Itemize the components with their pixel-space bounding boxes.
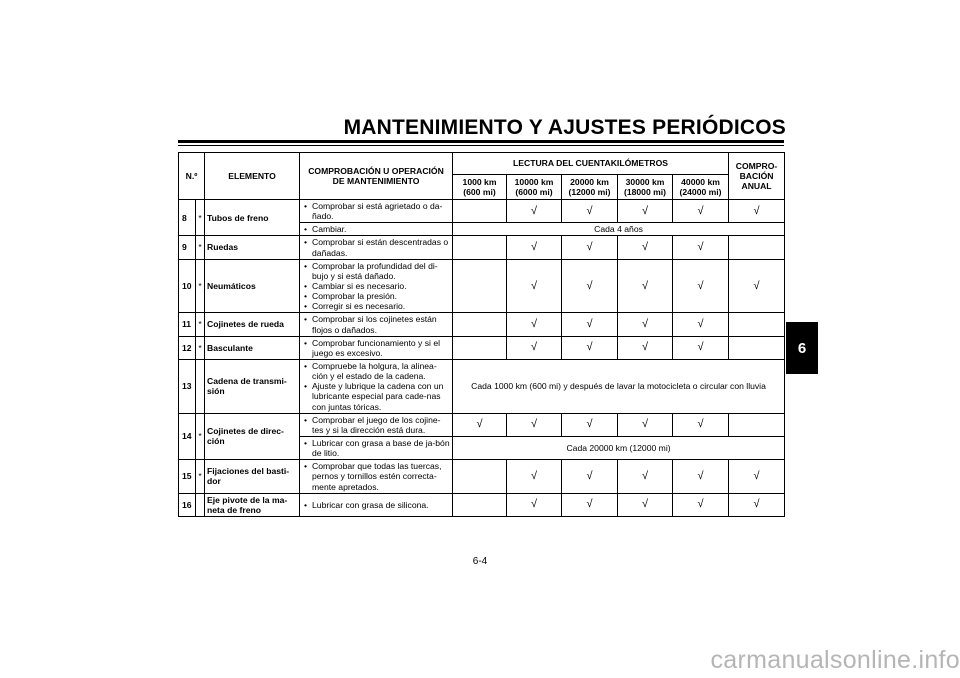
page-number: 6-4 [472, 556, 488, 567]
check-cell: √ [562, 493, 618, 516]
footer-watermark: carmanualsonline.info [710, 646, 960, 674]
check-cell: √ [453, 413, 507, 436]
check-cell: √ [618, 460, 673, 493]
row-asterisk: * [196, 413, 205, 460]
header-element: ELEMENTO [205, 153, 300, 200]
check-cell: √ [673, 493, 729, 516]
header-km-40000: 40000 km (24000 mi) [673, 175, 729, 200]
operation-line: • Comprobar si está agrietado o da-ñado. [304, 201, 450, 221]
check-cell: √ [562, 313, 618, 336]
check-cell [729, 313, 785, 336]
check-cell: √ [562, 413, 618, 436]
interval-span-text: Cada 1000 km (600 mi) y después de lavar la motocicleta o circular con lluvia [453, 359, 785, 413]
row-element: Fijaciones del basti-dor [205, 460, 300, 493]
header-km-20000: 20000 km (12000 mi) [562, 175, 618, 200]
header-km-1000: 1000 km (600 mi) [453, 175, 507, 200]
row-operation [300, 493, 453, 516]
row-operation [300, 200, 453, 223]
row-operation [300, 359, 453, 413]
check-cell: √ [618, 313, 673, 336]
check-cell: √ [618, 259, 673, 313]
check-cell: √ [729, 493, 785, 516]
row-operation [300, 460, 453, 493]
row-asterisk: * [196, 336, 205, 359]
check-cell [453, 259, 507, 313]
row-number: 13 [179, 359, 196, 413]
title-rule-thick [178, 140, 784, 143]
check-cell: √ [562, 236, 618, 259]
row-element: Cojinetes de direc-ción [205, 413, 300, 460]
check-cell: √ [673, 413, 729, 436]
row-number: 9 [179, 236, 196, 259]
operation-line: • Ajuste y lubrique la cadena con un lubricante especial para cade-nas con juntas tóricas. [304, 381, 450, 411]
row-element: Cojinetes de rueda [205, 313, 300, 336]
table-row [179, 259, 785, 313]
row-element: Eje pivote de la ma-neta de freno [205, 493, 300, 516]
check-cell: √ [673, 259, 729, 313]
row-element: Neumáticos [205, 259, 300, 313]
row-number: 16 [179, 493, 196, 516]
header-km-30000: 30000 km (18000 mi) [618, 175, 673, 200]
check-cell [453, 313, 507, 336]
operation-line: • Cambiar. [304, 224, 450, 234]
operation-line: • Corregir si es necesario. [304, 301, 450, 311]
check-cell: √ [673, 200, 729, 223]
row-number: 11 [179, 313, 196, 336]
interval-span-text: Cada 20000 km (12000 mi) [453, 436, 785, 459]
table-row [179, 336, 785, 359]
row-asterisk [196, 493, 205, 516]
row-operation [300, 336, 453, 359]
row-element: Basculante [205, 336, 300, 359]
operation-line: • Comprobar la presión. [304, 291, 450, 301]
check-cell: √ [562, 336, 618, 359]
check-cell: √ [507, 200, 562, 223]
check-cell [729, 336, 785, 359]
operation-line: • Comprobar si están descentradas o dañadas. [304, 237, 450, 257]
check-cell: √ [673, 336, 729, 359]
check-cell [729, 413, 785, 436]
check-cell: √ [618, 336, 673, 359]
check-cell: √ [562, 200, 618, 223]
operation-line: • Comprobar funcionamiento y si el juego es excesivo. [304, 338, 450, 358]
table-row [179, 460, 785, 493]
header-odometer: LECTURA DEL CUENTAKILÓMETROS [453, 153, 729, 175]
table-row [179, 236, 785, 259]
operation-line: • Lubricar con grasa de silicona. [304, 500, 450, 510]
title-rule-thin [178, 145, 784, 146]
check-cell: √ [562, 460, 618, 493]
row-operation [300, 313, 453, 336]
check-cell [729, 236, 785, 259]
check-cell [453, 336, 507, 359]
check-cell: √ [729, 200, 785, 223]
check-cell: √ [507, 493, 562, 516]
check-cell: √ [729, 259, 785, 313]
operation-line: • Compruebe la holgura, la alinea-ción y el estado de la cadena. [304, 361, 450, 381]
row-asterisk: * [196, 460, 205, 493]
row-number: 8 [179, 200, 196, 236]
row-number: 12 [179, 336, 196, 359]
row-operation [300, 413, 453, 436]
row-element: Cadena de transmi-sión [205, 359, 300, 413]
operation-line: • Comprobar que todas las tuercas, pernos y tornillos estén correcta-mente apretados. [304, 461, 450, 491]
header-km-10000: 10000 km (6000 mi) [507, 175, 562, 200]
check-cell [453, 236, 507, 259]
row-element: Ruedas [205, 236, 300, 259]
table-row [179, 359, 785, 413]
row-asterisk: * [196, 259, 205, 313]
operation-line: • Cambiar si es necesario. [304, 281, 450, 291]
check-cell: √ [673, 460, 729, 493]
check-cell [453, 493, 507, 516]
chapter-tab[interactable]: 6 [786, 322, 818, 374]
table-row [179, 413, 785, 436]
check-cell: √ [618, 493, 673, 516]
check-cell: √ [618, 200, 673, 223]
row-number: 10 [179, 259, 196, 313]
check-cell: √ [618, 236, 673, 259]
page-title: MANTENIMIENTO Y AJUSTES PERIÓDICOS [343, 116, 786, 139]
row-number: 14 [179, 413, 196, 460]
header-annual: COMPRO-BACIÓN ANUAL [729, 153, 785, 200]
operation-line: • Comprobar el juego de los cojine-tes y si la dirección está dura. [304, 415, 450, 435]
check-cell: √ [507, 259, 562, 313]
interval-span-text: Cada 4 años [453, 223, 785, 236]
check-cell [453, 200, 507, 223]
row-operation [300, 259, 453, 313]
table-row [179, 313, 785, 336]
row-number: 15 [179, 460, 196, 493]
header-operation: COMPROBACIÓN U OPERACIÓN DE MANTENIMIENTO [300, 153, 453, 200]
check-cell: √ [673, 236, 729, 259]
table-row [179, 493, 785, 516]
row-asterisk: * [196, 236, 205, 259]
check-cell: √ [507, 460, 562, 493]
row-asterisk: * [196, 200, 205, 236]
row-operation [300, 436, 453, 459]
check-cell: √ [507, 336, 562, 359]
check-cell: √ [507, 313, 562, 336]
check-cell: √ [618, 413, 673, 436]
check-cell: √ [729, 460, 785, 493]
header-num: N.º [179, 153, 205, 200]
check-cell: √ [507, 236, 562, 259]
operation-line: • Comprobar la profundidad del di-bujo y si está dañado. [304, 261, 450, 281]
maintenance-table [178, 152, 785, 517]
check-cell: √ [562, 259, 618, 313]
maintenance-table-body [179, 200, 785, 517]
row-asterisk: * [196, 313, 205, 336]
check-cell [453, 460, 507, 493]
operation-line: • Lubricar con grasa a base de ja-bón de litio. [304, 438, 450, 458]
row-operation [300, 223, 453, 236]
row-operation [300, 236, 453, 259]
table-row [179, 200, 785, 223]
operation-line: • Comprobar si los cojinetes están flojos o dañados. [304, 314, 450, 334]
row-element: Tubos de freno [205, 200, 300, 236]
check-cell: √ [507, 413, 562, 436]
check-cell: √ [673, 313, 729, 336]
row-asterisk [196, 359, 205, 413]
